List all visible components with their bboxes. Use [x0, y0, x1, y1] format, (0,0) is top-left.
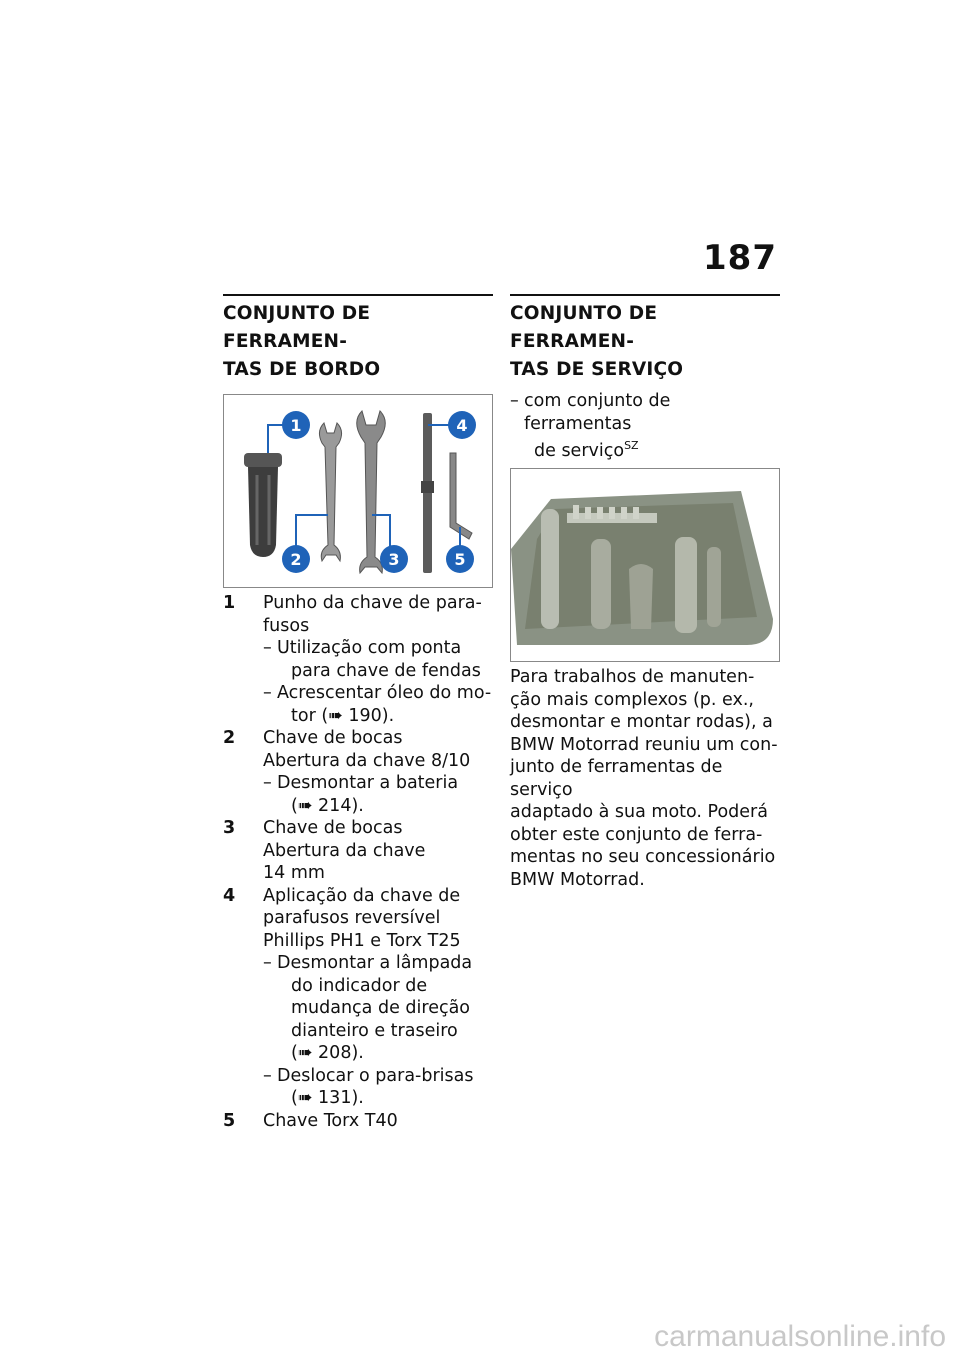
- screwdriver-handle: [248, 467, 278, 557]
- right-column: [510, 294, 780, 891]
- svg-text:1: 1: [290, 416, 302, 435]
- handle-cap: [244, 453, 282, 467]
- service-toolkit-illustration: [511, 469, 779, 661]
- left-column: [223, 294, 493, 1132]
- page-reference-link[interactable]: tor (➠ 190).: [291, 705, 395, 726]
- section-rule: [510, 294, 780, 296]
- list-item: 3 Chave de bocas Abertura da chave 14 mm: [223, 818, 426, 883]
- callout-3: [380, 545, 408, 573]
- callout-4: [448, 411, 476, 439]
- svg-text:4: 4: [456, 416, 468, 435]
- open-end-wrench-14: [357, 411, 386, 573]
- option-code: SZ: [624, 439, 639, 452]
- toolkit-illustration: [224, 395, 492, 587]
- socket-wrench: [591, 539, 611, 629]
- page-number: 187: [703, 238, 777, 278]
- axle-tool: [675, 537, 697, 633]
- list-item: 2 Chave de bocas Abertura da chave 8/10 – Desmontar a bateria (➠ 214).: [223, 728, 471, 816]
- onboard-toolkit-figure: [223, 394, 493, 588]
- watermark: carmanualsonline.info: [654, 1320, 946, 1353]
- list-item: 1 Punho da chave de para- fusos – Utilização com ponta para chave de fendas – Acrescentar óleo do mo- tor (➠ 190).: [223, 593, 492, 726]
- section-rule: [223, 294, 493, 296]
- callout-5: [446, 545, 474, 573]
- page-reference-link[interactable]: (➠ 214).: [291, 795, 364, 816]
- svg-text:2: 2: [290, 550, 302, 569]
- tool-list: [223, 592, 493, 1132]
- callout-2: [282, 545, 310, 573]
- extension-bar: [541, 509, 559, 629]
- section-heading-onboard-tools: CONJUNTO DE FERRAMEN- TAS DE BORDO: [223, 303, 381, 380]
- open-end-wrench-8-10: [319, 423, 341, 561]
- list-item: 4 Aplicação da chave de parafusos reversível Phillips PH1 e Torx T25 – Desmontar a lâmpada do indicador de mudança de direção dianteiro e traseiro (➠ 208). – Deslocar o para-brisas (➠ 131).: [223, 885, 474, 1108]
- page-reference-link[interactable]: (➠ 131).: [291, 1088, 364, 1108]
- page-reference-link[interactable]: (➠ 208).: [291, 1043, 364, 1063]
- list-item: 5 Chave Torx T40: [223, 1110, 398, 1131]
- equipment-note: – com conjunto de ferramentas de serviço$^{SZ}$: [510, 391, 671, 461]
- section-heading-service-tools: CONJUNTO DE FERRAMEN- TAS DE SERVIÇO: [510, 303, 684, 380]
- callout-1: [282, 411, 310, 439]
- service-toolkit-figure: [510, 468, 780, 662]
- torx-l-key: [450, 453, 472, 539]
- svg-text:5: 5: [454, 550, 466, 569]
- service-toolkit-description: Para trabalhos de manuten- ção mais complexos (p. ex., desmontar e montar rodas), a BMW Motorrad reuniu um con- junto de ferramentas de serviço adaptado à sua moto. Poderá obter este conjunto de ferra- mentas no seu concessionário BMW Motorrad.: [510, 667, 778, 890]
- svg-text:3: 3: [388, 550, 400, 569]
